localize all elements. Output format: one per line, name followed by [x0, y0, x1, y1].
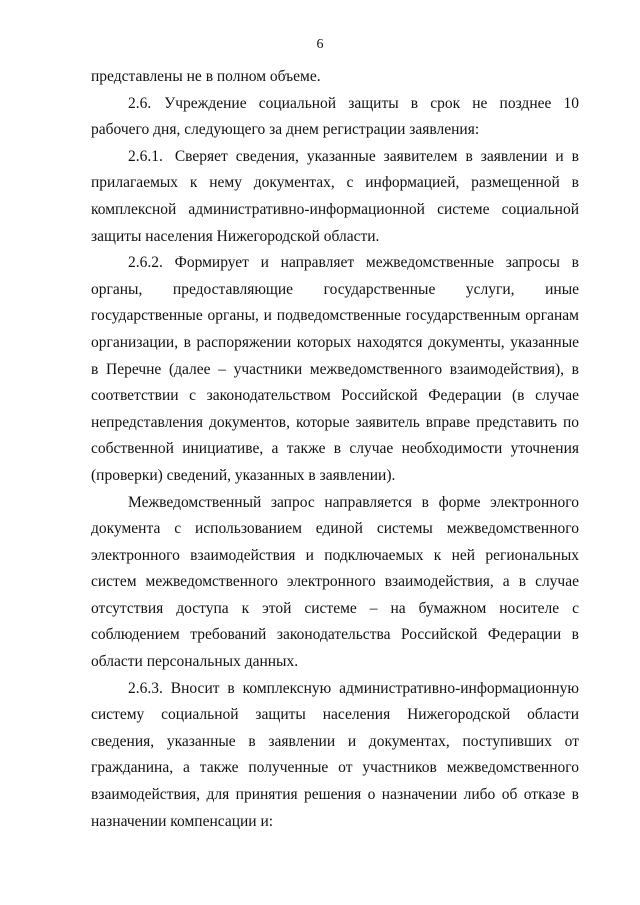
- paragraph-text: Сверяет сведения, указанные заявителем в заявлении и в прилагаемых к нему документах, с информацией, размещенной в комплексной административно-информационной системе социальной защиты населения Нижегородской области.: [91, 147, 580, 245]
- paragraph-interagency-request: [91, 490, 579, 676]
- paragraph-2-6-3: [91, 676, 579, 836]
- document-body: [91, 64, 579, 835]
- paragraph-2-6-1: [91, 144, 579, 250]
- paragraph-text: представлены не в полном объеме.: [91, 68, 321, 85]
- paragraph-number: 2.6.1.: [128, 147, 163, 165]
- page-number: 6: [316, 37, 324, 52]
- paragraph-text: 2.6.3. Вносит в комплексную административно-информационную систему социальной защиты населения Нижегородской области сведения, указанные в заявлении и документах, поступивших от гражданина, а также полученные от участников межведомственного взаимодействия, для принятия решения о назначении либо об отказе в назначении компенсации и:: [91, 679, 579, 830]
- paragraph-text: Учреждение социальной защиты в срок не позднее 10 рабочего дня, следующего за днем регистрации заявления:: [91, 94, 579, 139]
- paragraph-continuation: [91, 64, 579, 91]
- paragraph-text: Межведомственный запрос направляется в форме электронного документа с использованием единой системы межведомственного электронного взаимодействия и подключаемых к ней региональных систем межведомственного электронного взаимодействия, а в случае отсутствия доступа к этой системе – на бумажном носителе с соблюдением требований законодательства Российской Федерации в области персональных данных.: [91, 493, 579, 671]
- paragraph-text: 2.6.2. Формирует и направляет межведомственные запросы в органы, предоставляющие государственные услуги, иные государственные органы, и подведомственные государственным органам организации, в распоряжении которых находятся документы, указанные в Перечне (далее – участники межведомственного взаимодействия), в соответствии с законодательством Российской Федерации (в случае непредставления документов, которые заявитель вправе представить по собственной инициативе, а также в случае необходимости уточнения (проверки) сведений, указанных в заявлении).: [91, 254, 579, 484]
- paragraph-number: 2.6.: [128, 94, 152, 112]
- paragraph-2-6: [91, 91, 579, 144]
- paragraph-2-6-2: [91, 250, 579, 489]
